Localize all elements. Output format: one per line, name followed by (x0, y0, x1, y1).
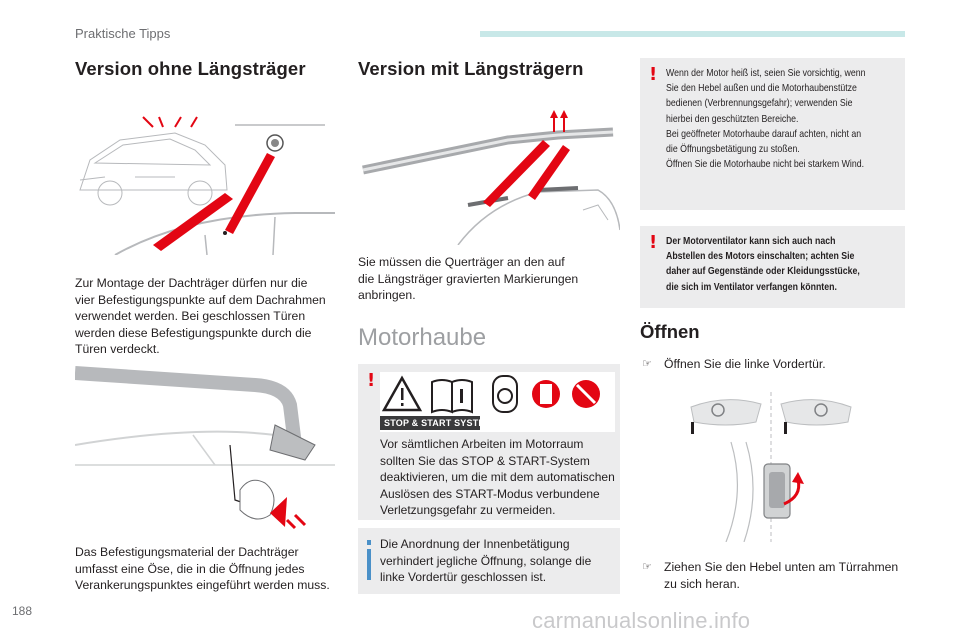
info-icon (367, 540, 371, 580)
heading-oeffnen: Öffnen (640, 321, 700, 342)
sticker-label: STOP & START SYSTEM (384, 418, 493, 428)
step-open-door: ☞ Öffnen Sie die linke Vordertür. (642, 357, 826, 371)
section-label: Praktische Tipps (75, 26, 171, 41)
info-text: Die Anordnung der Innenbetätigung verhindert jegliche Öffnung, solange die linke Vordertür geschlossen ist. (380, 537, 592, 584)
info-box-interior-release (358, 528, 620, 594)
warning-box-fan (640, 226, 905, 308)
warning-text-stop-start: Vor sämtlichen Arbeiten im Motorraum sollten Sie das STOP & START-System deaktivieren, um die mit dem automatischen Auslösen des START-Modus verbundene Verletzungsgefahr zu vermeiden. (380, 437, 615, 517)
warning-box-stop-start (358, 364, 620, 520)
step-pull-lever: ☞ Ziehen Sie den Hebel unten am Türrahmen zu sich heran. (642, 560, 899, 591)
warning-icon: ! (649, 64, 658, 85)
heading-version-ohne: Version ohne Längsträger (75, 58, 306, 79)
pointer-icon: ☞ (642, 357, 652, 370)
hood-release-illustration (686, 392, 856, 542)
paragraph-eyelet: Das Befestigungsmaterial der Dachträger umfasst eine Öse, die in die Öffnung jedes Verankerungspunktes eingeführt werden muss. (75, 545, 330, 592)
watermark: carmanualsonline.info (532, 608, 751, 633)
warning-icon: ! (367, 370, 376, 391)
paragraph-mount-points: Zur Montage der Dachträger dürfen nur die vier Befestigungspunkte auf dem Dachrahmen verwendet werden. Bei geschlossen Türen werden diese Befestigungspunkte durch die Türen verdeckt. (75, 276, 326, 356)
warning-text-hot-engine: Wenn der Motor heiß ist, seien Sie vorsichtig, wenn Sie den Hebel außen und die Motorhaubenstütze bedienen (Verbrennungsgefahr); verwenden Sie hierbei den geschützten Bereiche. Bei geöffneter Motorhaube darauf achten, nicht an die Öffnungsbetätigung zu stoßen. Öffnen Sie die Motorhaube nicht bei starkem Wind. (666, 68, 866, 171)
roof-rails-illustration (358, 110, 620, 245)
section-accent-bar (480, 31, 905, 37)
warning-icon: ! (649, 232, 658, 253)
warning-box-hot-engine (640, 58, 905, 210)
roof-mount-illustration (75, 105, 335, 255)
pointer-icon: ☞ (642, 560, 652, 573)
paragraph-crossbars: Sie müssen die Querträger an den auf die Längsträger gravierten Markierungen anbringen. (358, 255, 579, 302)
page-number: 188 (12, 604, 33, 618)
warning-text-fan: Der Motorventilator kann sich auch nach Abstellen des Motors einschalten; achten Sie daher auf Gegenstände oder Kleidungsstücke, die sich im Ventilator verfangen könnten. (666, 236, 860, 293)
heading-motorhaube: Motorhaube (358, 324, 487, 351)
heading-version-mit: Version mit Längsträgern (358, 58, 584, 79)
eyelet-illustration (75, 365, 335, 530)
